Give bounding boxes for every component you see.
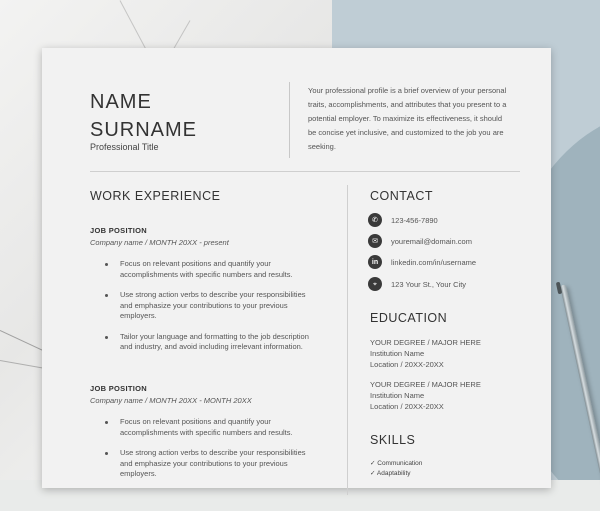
job-position: JOB POSITION xyxy=(90,384,147,393)
education-entry xyxy=(370,337,481,370)
job-bullet: Focus on relevant positions and quantify your accomplishments with specific numbers and results. xyxy=(120,259,320,280)
institution: Institution Name xyxy=(370,391,425,400)
job-entry xyxy=(90,226,320,363)
edu-location: Location / 20XX-20XX xyxy=(370,360,444,369)
skill-item: ✓ Adaptability xyxy=(370,470,411,477)
job-bullet: Tailor your language and formatting to the job description and industry, and avoid including irrelevant information. xyxy=(120,332,320,353)
job-bullets xyxy=(90,417,320,480)
skills-heading: SKILLS xyxy=(370,433,416,447)
contact-heading: CONTACT xyxy=(370,189,433,203)
job-entry xyxy=(90,384,320,490)
job-bullet: Use strong action verbs to describe your responsibilities and emphasize your contributions to your previous employers. xyxy=(120,290,320,322)
email-text: youremail@domain.com xyxy=(391,236,472,246)
job-bullet: Use strong action verbs to describe your responsibilities and emphasize your contributions to your previous employers. xyxy=(120,448,320,480)
surname: SURNAME xyxy=(90,119,198,141)
first-name: NAME xyxy=(90,91,152,113)
contact-phone xyxy=(368,213,438,227)
phone-text: 123-456-7890 xyxy=(391,215,438,225)
professional-title: Professional Title xyxy=(90,142,159,152)
section-divider xyxy=(90,171,520,172)
edu-location: Location / 20XX-20XX xyxy=(370,402,444,411)
institution: Institution Name xyxy=(370,349,425,358)
degree: YOUR DEGREE / MAJOR HERE xyxy=(370,338,481,347)
profile-summary: Your professional profile is a brief overview of your personal traits, accomplishments, and attributes that you present to a potential employer. To maximize its effectiveness, it should be concise yet inclusive, and customized to the job you are seeking. xyxy=(308,86,507,151)
address-text: 123 Your St., Your City xyxy=(391,279,467,289)
skill-item: ✓ Communication xyxy=(370,460,423,467)
work-experience-heading: WORK EXPERIENCE xyxy=(90,189,221,203)
contact-address xyxy=(368,277,466,291)
contact-linkedin xyxy=(368,255,476,269)
job-company: Company name / MONTH 20XX - MONTH 20XX xyxy=(90,396,252,405)
location-pin-icon: ⌖ xyxy=(368,277,382,291)
contact-email xyxy=(368,234,472,248)
resume-name xyxy=(90,88,197,144)
job-bullet: Focus on relevant positions and quantify your accomplishments with specific numbers and results. xyxy=(120,417,320,438)
email-icon: ✉ xyxy=(368,234,382,248)
column-divider xyxy=(347,185,348,495)
job-position: JOB POSITION xyxy=(90,226,147,235)
education-heading: EDUCATION xyxy=(370,311,448,325)
header-divider xyxy=(289,82,290,158)
linkedin-text: linkedin.com/in/username xyxy=(391,257,477,267)
education-entry xyxy=(370,379,481,412)
linkedin-icon: in xyxy=(368,255,382,269)
degree: YOUR DEGREE / MAJOR HERE xyxy=(370,380,481,389)
resume-page xyxy=(42,48,551,488)
job-company: Company name / MONTH 20XX - present xyxy=(90,238,229,247)
phone-icon: ✆ xyxy=(368,213,382,227)
job-bullets xyxy=(90,259,320,353)
